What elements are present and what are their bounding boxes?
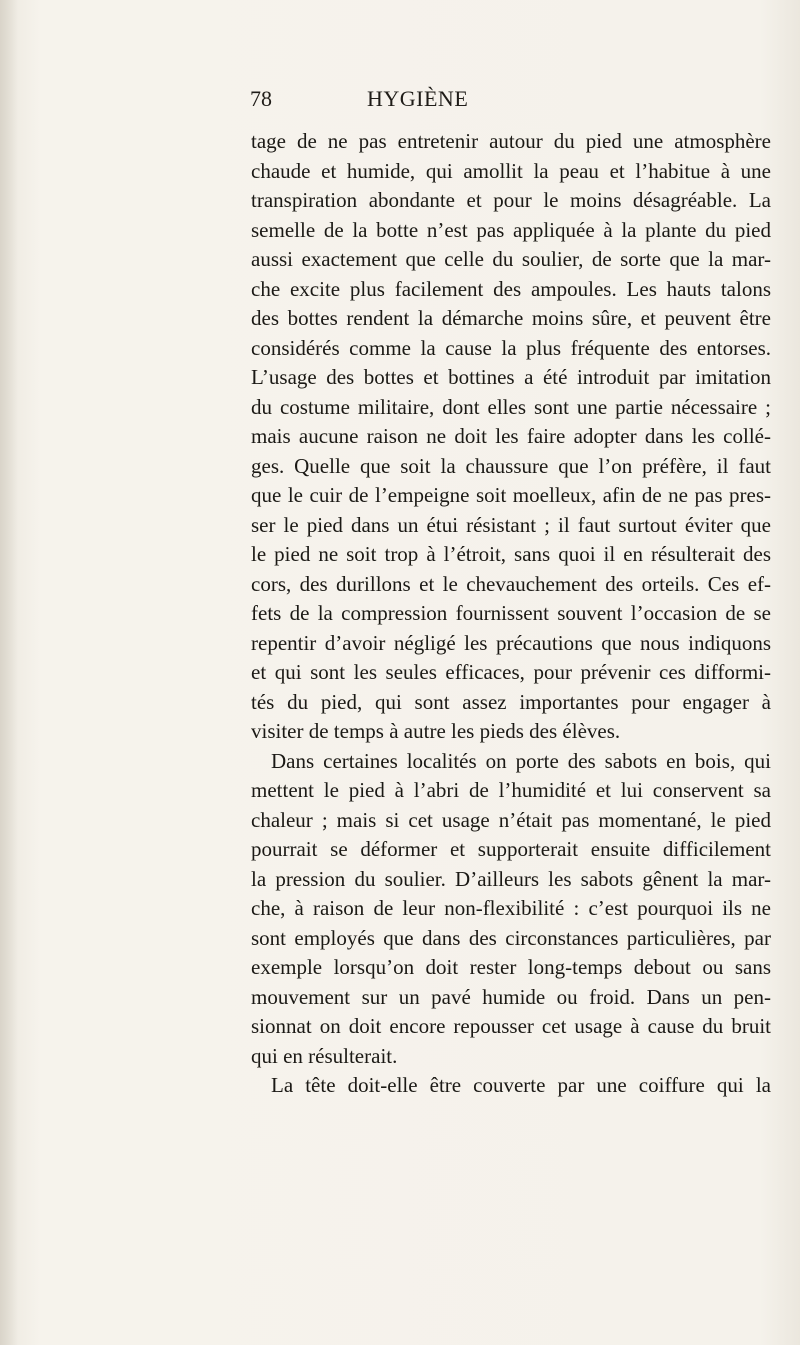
text-line: considérés comme la cause la plus fréquente des entorses.: [251, 335, 771, 360]
text-line: sont employés que dans des circonstances particulières, par: [251, 925, 771, 950]
text-line: chaleur ; mais si cet usage n’était pas momentané, le pied: [251, 807, 771, 832]
text-line: des bottes rendent la démarche moins sûre, et peuvent être: [251, 306, 771, 330]
text-line: L’usage des bottes et bottines a été introduit par imitation: [251, 365, 771, 389]
text-line: qui en résulterait.: [251, 1043, 398, 1068]
running-title: HYGIÈNE: [367, 86, 469, 111]
text-line: La tête doit-elle être couverte par une coiffure qui la: [271, 1073, 771, 1097]
text-line: du costume militaire, dont elles sont une partie nécessaire ;: [251, 394, 771, 419]
page-number: 78: [250, 86, 272, 111]
text-line: aussi exactement que celle du soulier, de sorte que la mar-: [251, 247, 771, 271]
text-line: che excite plus facilement des ampoules. Les hauts talons: [251, 276, 771, 301]
text-line: transpiration abondante et pour le moins désagréable. La: [251, 188, 771, 212]
text-line: semelle de la botte n’est pas appliquée à la plante du pied: [251, 217, 771, 242]
text-line: sionnat on doit encore repousser cet usage à cause du bruit: [251, 1014, 771, 1038]
text-line: che, à raison de leur non-flexibilité : c’est pourquoi ils ne: [251, 896, 771, 920]
text-line: le pied ne soit trop à l’étroit, sans quoi il en résulterait des: [251, 542, 771, 566]
body-text: [251, 127, 771, 1101]
page-gutter-shadow: [0, 0, 18, 1345]
text-line: pourrait se déformer et supporterait ensuite difficilement: [251, 837, 771, 861]
text-line: chaude et humide, qui amollit la peau et l’habitue à une: [251, 158, 771, 183]
text-line: mais aucune raison ne doit les faire adopter dans les collé-: [251, 424, 771, 448]
text-line: ser le pied dans un étui résistant ; il faut surtout éviter que: [251, 512, 771, 537]
text-line: fets de la compression fournissent souvent l’occasion de se: [251, 601, 771, 625]
text-line: cors, des durillons et le chevauchement des orteils. Ces ef-: [251, 571, 771, 596]
text-line: et qui sont les seules efficaces, pour prévenir ces difformi-: [251, 660, 771, 684]
text-line: mouvement sur un pavé humide ou froid. Dans un pen-: [251, 984, 771, 1009]
text-line: la pression du soulier. D’ailleurs les sabots gênent la mar-: [251, 866, 771, 891]
text-line: ges. Quelle que soit la chaussure que l’on préfère, il faut: [251, 453, 771, 478]
text-line: Dans certaines localités on porte des sabots en bois, qui: [271, 748, 771, 773]
page-header: [250, 86, 550, 116]
text-line: visiter de temps à autre les pieds des élèves.: [251, 719, 621, 743]
text-line: mettent le pied à l’abri de l’humidité et lui conservent sa: [251, 778, 771, 802]
text-line: exemple lorsqu’on doit rester long-temps debout ou sans: [251, 955, 771, 979]
text-line: repentir d’avoir négligé les précautions que nous indiquons: [251, 630, 771, 655]
text-line: tés du pied, qui sont assez importantes pour engager à: [251, 689, 771, 714]
text-line: que le cuir de l’empeigne soit moelleux, afin de ne pas pres-: [251, 483, 771, 507]
text-line: tage de ne pas entretenir autour du pied une atmosphère: [251, 129, 771, 153]
